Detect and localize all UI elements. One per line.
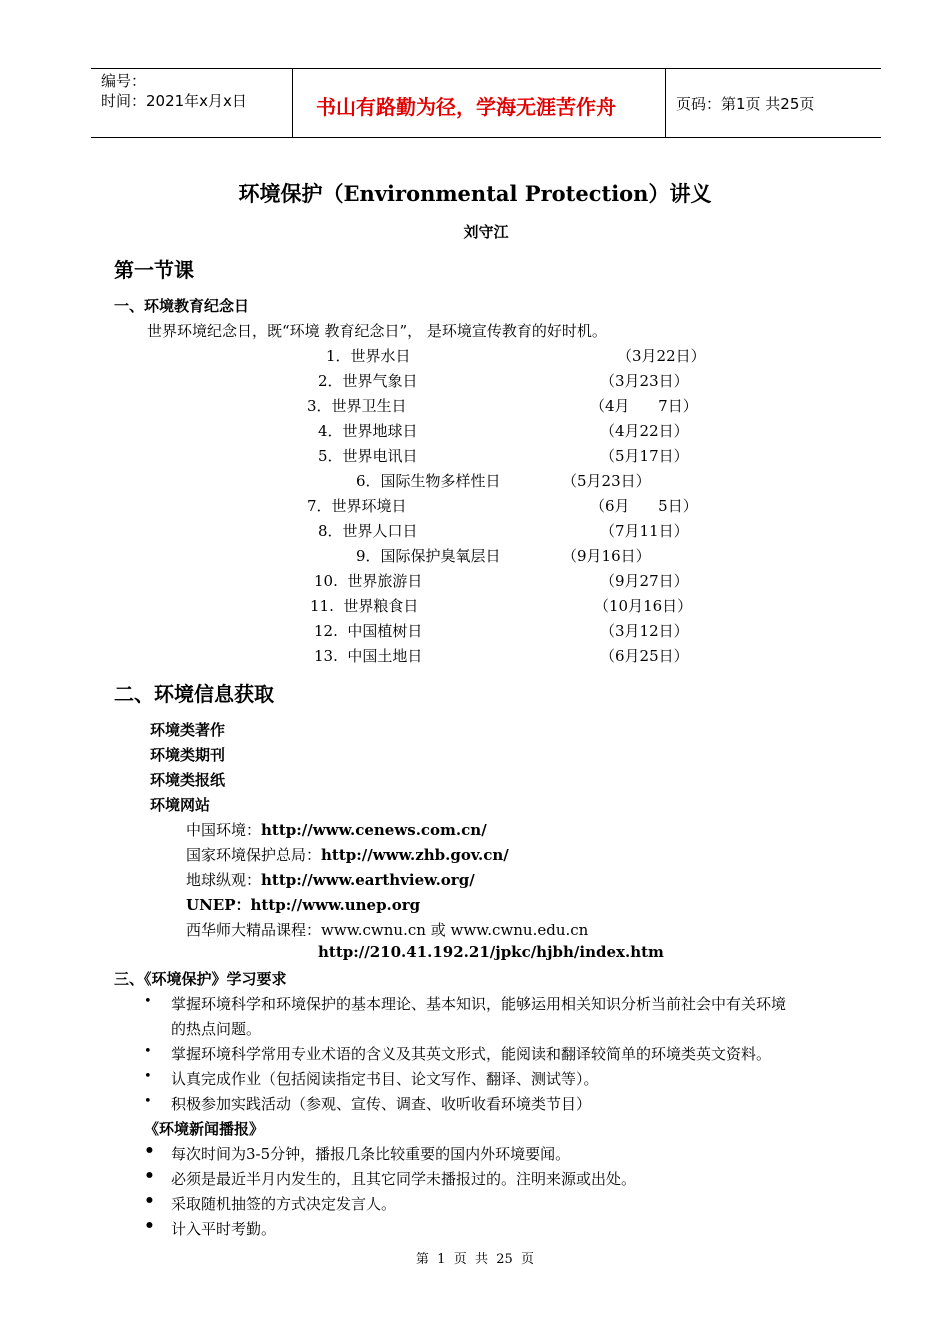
day-date: （3月12日） bbox=[600, 622, 689, 640]
news-item: 必须是最近半月内发生的，且其它同学未播报过的。注明来源或出处。 bbox=[171, 1170, 637, 1188]
website-link[interactable]: http://www.unep.org bbox=[250, 896, 421, 914]
website-link[interactable]: www.cwnu.edu.cn bbox=[450, 921, 589, 939]
website-link[interactable]: http://www.cenews.com.cn/ bbox=[261, 821, 487, 839]
day-name: 7．世界环境日 bbox=[307, 497, 407, 515]
document-title: 环境保护（Environmental Protection）讲义 bbox=[238, 181, 712, 206]
day-date: （9月27日） bbox=[600, 572, 689, 590]
day-name: 10. 世界旅游日 bbox=[314, 572, 423, 590]
day-date: （5月23日） bbox=[562, 472, 651, 490]
website-label: 中国环境： bbox=[186, 821, 262, 839]
bullet-icon: • bbox=[144, 1141, 155, 1161]
bullet-icon: • bbox=[144, 1191, 155, 1211]
resource-item: 环境类报纸 bbox=[150, 771, 226, 789]
section3-heading: 三、《环境保护》学习要求 bbox=[114, 970, 287, 988]
header-motto: 书山有路勤为径，学海无涯苦作舟 bbox=[316, 95, 616, 119]
website-or: 或 bbox=[430, 921, 446, 939]
requirement-item-continued: 的热点问题。 bbox=[171, 1020, 262, 1038]
day-name: 4．世界地球日 bbox=[318, 422, 418, 440]
website-link[interactable]: http://210.41.192.21/jpkc/hjbh/index.htm bbox=[318, 943, 664, 961]
day-name: 12. 中国植树日 bbox=[314, 622, 423, 640]
document-author: 刘守江 bbox=[463, 223, 509, 241]
news-heading: 《环境新闻播报》 bbox=[144, 1120, 265, 1138]
website-row bbox=[186, 844, 509, 865]
day-name: 11. 世界粮食日 bbox=[310, 597, 419, 615]
day-name: 8．世界人口日 bbox=[318, 522, 418, 540]
requirement-item: 掌握环境科学常用专业术语的含义及其英文形式，能阅读和翻译较简单的环境类英文资料。 bbox=[171, 1045, 772, 1063]
day-name: 6．国际生物多样性日 bbox=[356, 472, 501, 490]
page-footer: 第 1 页 共 25 页 bbox=[415, 1252, 535, 1267]
website-link[interactable]: www.cwnu.cn bbox=[321, 921, 426, 939]
bullet-icon: • bbox=[144, 1216, 155, 1236]
header-page-code: 页码：第1页 共25页 bbox=[676, 95, 815, 113]
website-label: 国家环境保护总局： bbox=[186, 846, 322, 864]
website-label: UNEP： bbox=[186, 896, 251, 914]
day-date: （10月16日） bbox=[594, 597, 693, 615]
day-name: 2．世界气象日 bbox=[318, 372, 418, 390]
day-date: （4月22日） bbox=[600, 422, 689, 440]
bullet-icon: • bbox=[144, 1094, 152, 1109]
section2-heading: 二、环境信息获取 bbox=[114, 682, 274, 706]
day-date: （7月11日） bbox=[600, 522, 689, 540]
website-label: 地球纵观： bbox=[186, 871, 262, 889]
time-label: 时间：2021年x月x日 bbox=[101, 92, 247, 110]
day-date: （9月16日） bbox=[562, 547, 651, 565]
header-meta bbox=[101, 71, 247, 111]
serial-label: 编号： bbox=[101, 72, 147, 90]
day-name: 1．世界水日 bbox=[326, 347, 411, 365]
bullet-icon: • bbox=[144, 1069, 152, 1084]
header-table bbox=[91, 68, 881, 138]
header-divider bbox=[665, 69, 666, 137]
bullet-icon: • bbox=[144, 1044, 152, 1059]
day-name: 5．世界电讯日 bbox=[318, 447, 418, 465]
website-row bbox=[186, 919, 588, 940]
bullet-icon: • bbox=[144, 994, 152, 1009]
requirement-item: 掌握环境科学和环境保护的基本理论、基本知识，能够运用相关知识分析当前社会中有关环境 bbox=[171, 995, 787, 1013]
section1-intro: 世界环境纪念日，既“环境 教育纪念日”， 是环境宣传教育的好时机。 bbox=[147, 322, 607, 340]
resource-item: 环境类著作 bbox=[150, 721, 226, 739]
day-name: 3．世界卫生日 bbox=[307, 397, 407, 415]
day-date: （5月17日） bbox=[600, 447, 689, 465]
day-name: 13. 中国土地日 bbox=[314, 647, 423, 665]
day-date: （6月25日） bbox=[600, 647, 689, 665]
day-date: （4月 7日） bbox=[590, 397, 698, 415]
news-item: 每次时间为3-5分钟，播报几条比较重要的国内外环境要闻。 bbox=[171, 1145, 571, 1163]
day-name: 9．国际保护臭氧层日 bbox=[356, 547, 501, 565]
day-date: （3月22日） bbox=[617, 347, 706, 365]
resource-item: 环境类期刊 bbox=[150, 746, 226, 764]
section1-heading: 一、环境教育纪念日 bbox=[114, 297, 250, 315]
bullet-icon: • bbox=[144, 1166, 155, 1186]
requirement-item: 认真完成作业（包括阅读指定书目、论文写作、翻译、测试等）。 bbox=[171, 1070, 599, 1088]
day-date: （6月 5日） bbox=[590, 497, 698, 515]
website-row bbox=[186, 894, 420, 915]
requirement-item: 积极参加实践活动（参观、宣传、调查、收听收看环境类节目） bbox=[171, 1095, 592, 1113]
day-date: （3月23日） bbox=[600, 372, 689, 390]
news-item: 计入平时考勤。 bbox=[171, 1220, 277, 1238]
website-link[interactable]: http://www.zhb.gov.cn/ bbox=[321, 846, 509, 864]
website-label: 西华师大精品课程： bbox=[186, 921, 322, 939]
news-item: 采取随机抽签的方式决定发言人。 bbox=[171, 1195, 397, 1213]
resource-item: 环境网站 bbox=[150, 796, 211, 814]
website-row bbox=[186, 819, 487, 840]
website-row bbox=[186, 869, 475, 890]
lesson-heading: 第一节课 bbox=[114, 258, 194, 282]
header-divider bbox=[292, 69, 293, 137]
website-link[interactable]: http://www.earthview.org/ bbox=[261, 871, 475, 889]
